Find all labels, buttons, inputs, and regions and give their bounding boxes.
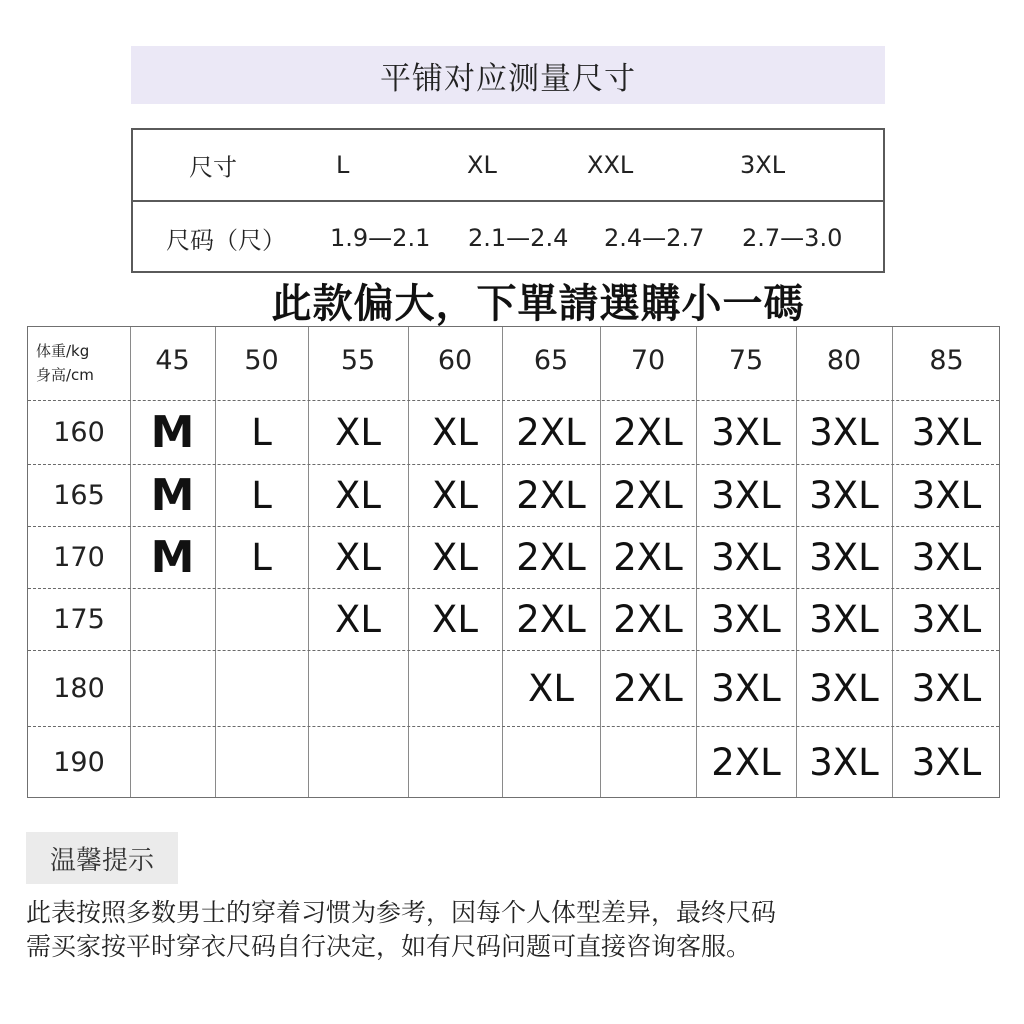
size-notice: 此款偏大，下單請選購小一碼: [271, 281, 805, 327]
size-cell: 2XL: [613, 597, 683, 641]
weight-header-cell: 80: [826, 344, 862, 376]
tips-text: [26, 896, 1016, 964]
corner-weight-label: 体重/kg: [36, 342, 90, 360]
size-cell: 3XL: [809, 741, 879, 784]
size-cell: 3XL: [711, 410, 781, 454]
size-cell: [130, 726, 215, 799]
size-cell: 3XL: [911, 473, 982, 517]
measurement-row-size: [133, 130, 883, 202]
size-cell: XL: [528, 666, 574, 710]
size-cell: 2XL: [516, 535, 586, 579]
height-header-cell: 180: [53, 672, 105, 704]
size-cell: [308, 650, 408, 726]
weight-header-cell: 75: [728, 344, 764, 376]
measurement-size-cell: XL: [467, 151, 497, 179]
size-cell: XL: [432, 597, 478, 641]
size-cell: 3XL: [711, 535, 781, 579]
size-cell: M: [150, 531, 195, 583]
size-cell: 2XL: [516, 410, 586, 454]
size-cell: XL: [335, 597, 381, 641]
weight-header-cell: 70: [630, 344, 666, 376]
size-cell: 2XL: [613, 473, 683, 517]
height-header-cell: 175: [53, 603, 105, 635]
size-cell: 2XL: [613, 410, 683, 454]
size-cell: 3XL: [911, 410, 982, 454]
measurement-size-cell: L: [336, 151, 350, 179]
weight-header-cell: 60: [437, 344, 473, 376]
size-cell: M: [150, 469, 195, 521]
measurement-range-cell: 2.7—3.0: [742, 223, 843, 252]
weight-header-cell: 50: [244, 344, 279, 376]
size-cell: 2XL: [711, 741, 781, 784]
size-cell: 3XL: [711, 597, 781, 641]
corner-header: [36, 339, 94, 387]
tips-badge-text: 温馨提示: [49, 845, 154, 876]
measurement-range-cell: 2.1—2.4: [468, 223, 569, 252]
size-cell: M: [150, 406, 195, 458]
weight-header-cell: 65: [533, 344, 569, 376]
size-cell: 3XL: [911, 666, 982, 710]
corner-height-label: 身高/cm: [36, 366, 94, 384]
size-cell: 3XL: [911, 741, 982, 784]
size-cell: L: [251, 535, 272, 579]
size-cell: 3XL: [809, 597, 879, 641]
size-cell: L: [251, 473, 272, 517]
size-cell: 3XL: [809, 473, 879, 517]
size-cell: XL: [432, 410, 478, 454]
size-chart-table: [27, 326, 1000, 798]
measurement-range-cell: 1.9—2.1: [330, 223, 431, 252]
size-cell: 3XL: [711, 473, 781, 517]
size-cell: 2XL: [613, 535, 683, 579]
size-cell: [130, 650, 215, 726]
size-cell: 2XL: [516, 473, 586, 517]
size-cell: 2XL: [613, 666, 683, 710]
size-cell: XL: [335, 535, 381, 579]
measurement-size-cell: 3XL: [740, 151, 786, 179]
weight-header-cell: 85: [929, 344, 964, 376]
measurement-label-chi: 尺码（尺）: [166, 226, 286, 254]
size-cell: [130, 588, 215, 650]
measurement-row-chi: [133, 202, 883, 273]
size-cell: [308, 726, 408, 799]
height-header-cell: 170: [53, 541, 105, 573]
size-cell: [215, 726, 308, 799]
size-cell: L: [251, 410, 272, 454]
size-cell: 3XL: [809, 410, 879, 454]
height-header-cell: 190: [53, 747, 105, 778]
measurement-label-size: 尺寸: [189, 153, 237, 182]
height-header-cell: 165: [53, 479, 105, 511]
size-cell: [600, 726, 696, 799]
size-cell: [502, 726, 600, 799]
size-cell: 2XL: [516, 597, 586, 641]
weight-header-cell: 55: [340, 344, 376, 376]
size-cell: [408, 726, 502, 799]
height-header-cell: 160: [53, 416, 105, 448]
weight-header-cell: 45: [155, 344, 190, 376]
size-cell: XL: [335, 473, 381, 517]
measurement-size-cell: XXL: [587, 151, 634, 179]
size-cell: [215, 650, 308, 726]
size-cell: XL: [432, 473, 478, 517]
size-cell: 3XL: [911, 597, 982, 641]
page-title-text: 平铺对应测量尺寸: [380, 60, 636, 97]
size-cell: XL: [335, 410, 381, 454]
size-cell: 3XL: [809, 666, 879, 710]
tips-badge: [26, 832, 178, 884]
measurement-table: [131, 128, 885, 273]
size-cell: XL: [432, 535, 478, 579]
size-cell: [215, 588, 308, 650]
measurement-range-cell: 2.4—2.7: [604, 223, 705, 252]
size-cell: 3XL: [911, 535, 982, 579]
size-cell: 3XL: [809, 535, 879, 579]
tips-line-2: 需买家按平时穿衣尺码自行决定，如有尺码问题可直接咨询客服。: [26, 932, 752, 961]
size-cell: [408, 650, 502, 726]
size-cell: 3XL: [711, 666, 781, 710]
tips-line-1: 此表按照多数男士的穿着习惯为参考，因每个人体型差异，最终尺码: [26, 898, 777, 927]
page-title: [131, 46, 885, 104]
